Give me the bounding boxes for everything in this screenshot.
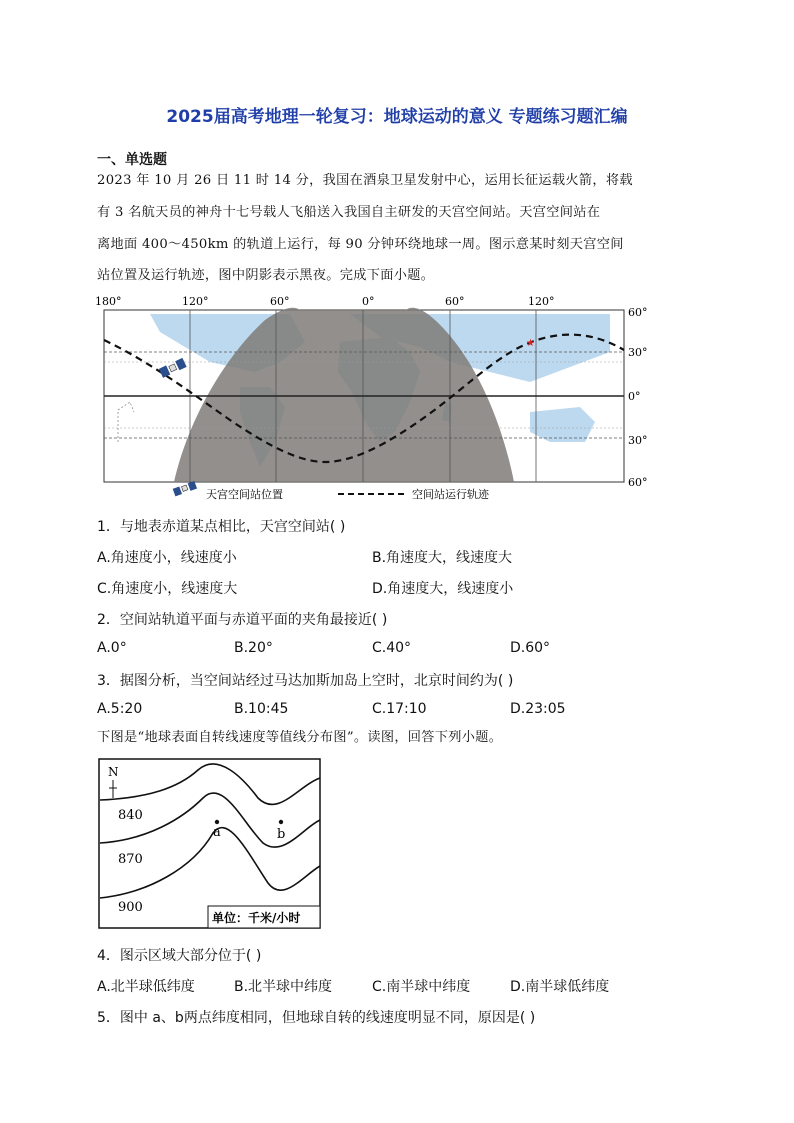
orbit-map <box>90 292 660 507</box>
unit-label: 单位：千米/小时 <box>212 911 301 925</box>
q2-option-d: D.60° <box>510 640 551 656</box>
lon-label: 120° <box>182 295 209 308</box>
question-1: 1．与地表赤道某点相比，天宫空间站( ) <box>97 519 346 535</box>
q1-option-d: D.角速度大，线速度小 <box>372 581 514 597</box>
lon-label: 60° <box>270 295 290 308</box>
intro-line-2: 有 3 名航天员的神舟十七号载人飞船送入我国自主研发的天宫空间站。天宫空间站在 <box>97 205 601 220</box>
lat-label: 60° <box>628 306 648 319</box>
legend-station-symbol <box>173 481 197 496</box>
north-label: N <box>108 765 119 779</box>
value-label: 870 <box>118 852 143 867</box>
q1-option-c: C.角速度小，线速度大 <box>97 581 238 597</box>
legend-station-label: 天宫空间站位置 <box>206 488 283 501</box>
point-a-label: a <box>213 825 221 840</box>
q4-option-c: C.南半球中纬度 <box>372 979 471 995</box>
lat-label: 0° <box>628 390 641 403</box>
lat-label: 60° <box>628 476 648 489</box>
q2-option-a: A.0° <box>97 640 127 656</box>
value-label: 900 <box>118 900 143 915</box>
orbit-map-figure <box>90 292 660 507</box>
point-a-dot <box>215 820 219 824</box>
q2-option-b: B.20° <box>234 640 273 656</box>
contour-figure <box>98 758 322 930</box>
intro-line-1: 2023 年 10 月 26 日 11 时 14 分，我国在酒泉卫星发射中心，运用长征运载火箭，将载 <box>97 173 633 188</box>
value-label: 840 <box>118 808 143 823</box>
lat-label: 30° <box>628 434 648 447</box>
intro-line-4: 站位置及运行轨迹，图中阴影表示黑夜。完成下面小题。 <box>97 268 435 283</box>
contour-map <box>98 758 322 930</box>
legend-track-label: 空间站运行轨迹 <box>412 488 489 501</box>
lon-label: 0° <box>362 295 375 308</box>
lat-label: 30° <box>628 346 648 359</box>
lon-label: 120° <box>528 295 555 308</box>
intro-line-3: 离地面 400～450km 的轨道上运行，每 90 分钟环绕地球一周。图示意某时刻天宫空间 <box>97 237 624 252</box>
q3-option-a: A.5:20 <box>97 701 143 717</box>
q3-option-b: B.10:45 <box>234 701 289 717</box>
lon-label: 60° <box>445 295 465 308</box>
q4-option-b: B.北半球中纬度 <box>234 979 333 995</box>
q4-option-a: A.北半球低纬度 <box>97 979 195 995</box>
point-b-dot <box>279 820 283 824</box>
q1-option-b: B.角速度大，线速度大 <box>372 550 513 566</box>
q1-option-a: A.角速度小，线速度小 <box>97 550 237 566</box>
question-3: 3．据图分析，当空间站经过马达加斯加岛上空时，北京时间约为( ) <box>97 673 514 689</box>
australia <box>530 407 595 442</box>
lon-label: 180° <box>95 295 122 308</box>
q3-option-c: C.17:10 <box>372 701 427 717</box>
star-icon: ★ <box>526 338 535 349</box>
question-2: 2．空间站轨道平面与赤道平面的夹角最接近( ) <box>97 612 388 628</box>
question-5: 5．图中 a、b两点纬度相同，但地球自转的线速度明显不同，原因是( ) <box>97 1010 536 1026</box>
q3-option-d: D.23:05 <box>510 701 566 717</box>
q4-option-d: D.南半球低纬度 <box>510 979 610 995</box>
point-b-label: b <box>277 827 286 842</box>
page-title: 2025届高考地理一轮复习：地球运动的意义 专题练习题汇编 <box>166 107 628 127</box>
q2-option-c: C.40° <box>372 640 412 656</box>
question-4: 4．图示区域大部分位于( ) <box>97 948 262 964</box>
section-heading: 一、单选题 <box>97 152 167 168</box>
intro-2: 下图是“地球表面自转线速度等值线分布图”。读图，回答下列小题。 <box>97 730 503 745</box>
